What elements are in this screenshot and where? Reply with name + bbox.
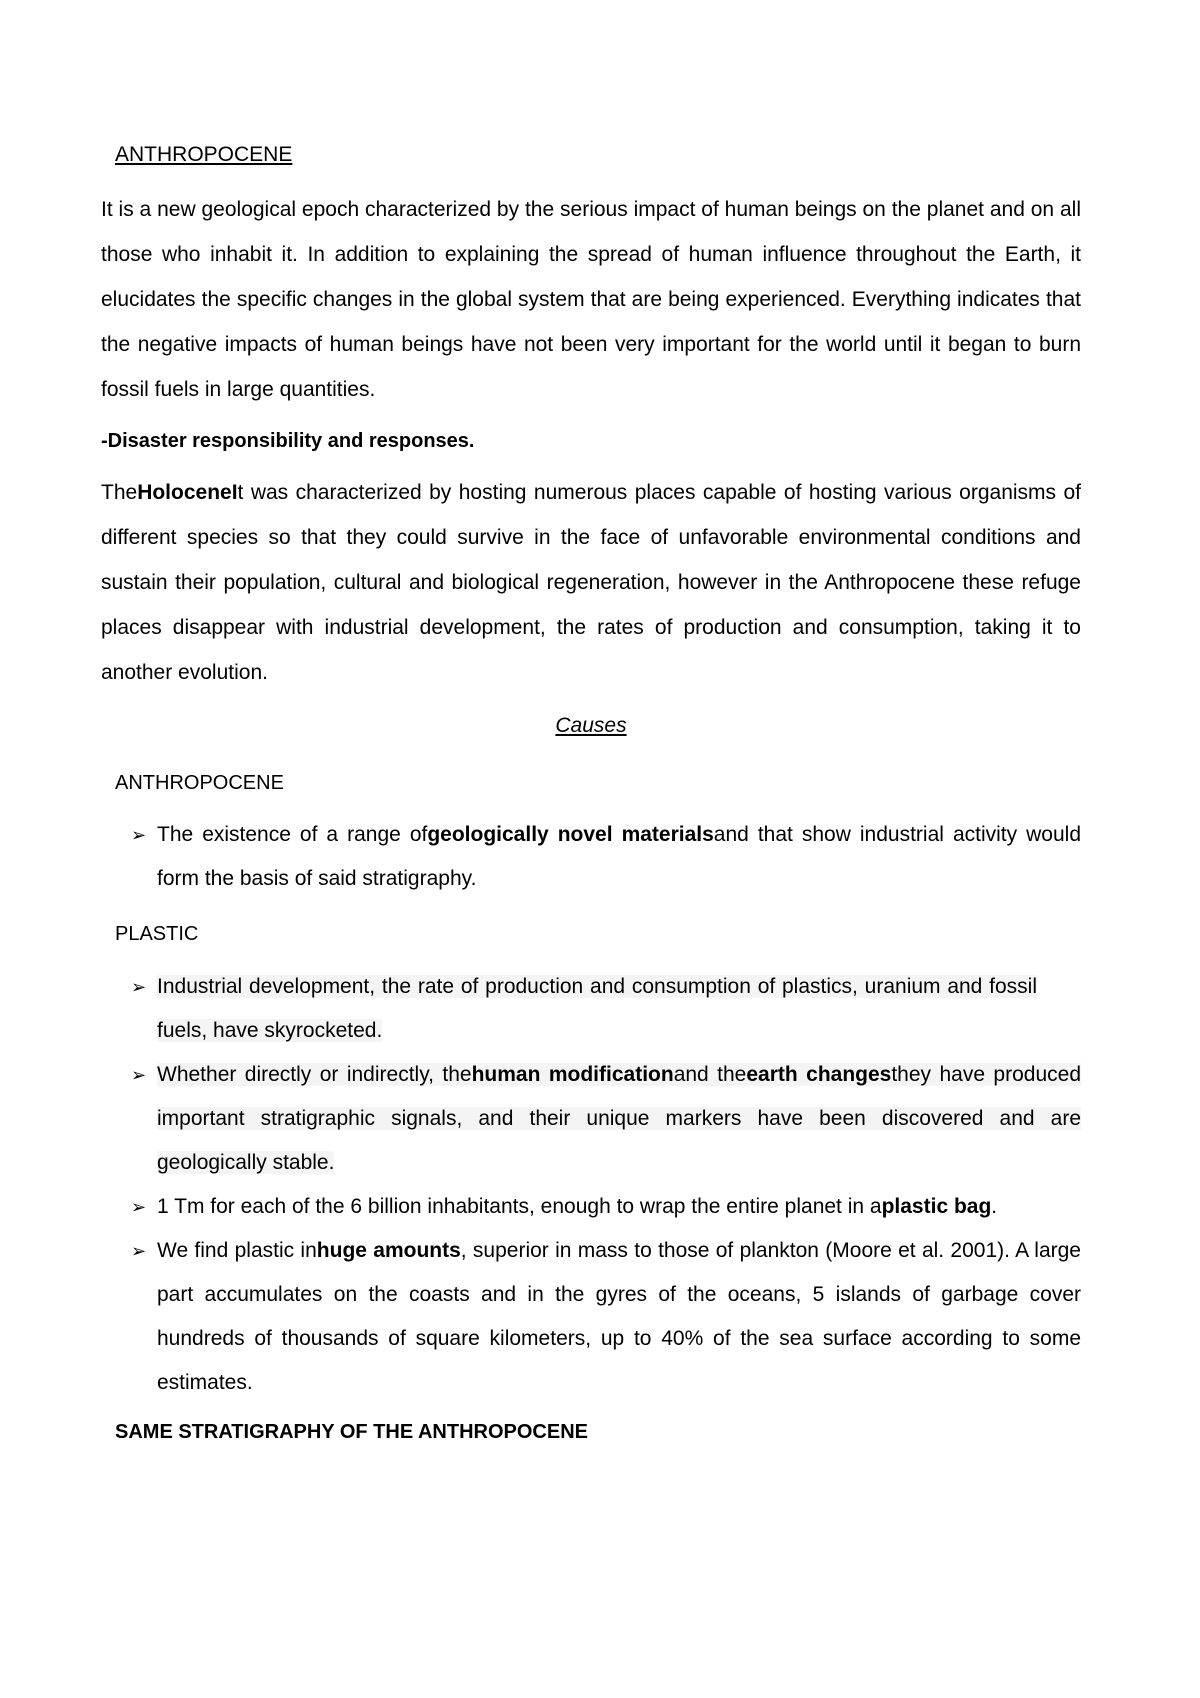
plastic-section-label: PLASTIC bbox=[115, 923, 199, 945]
list-item bbox=[131, 813, 1081, 901]
holocene-paragraph bbox=[101, 470, 1081, 695]
arrow-bullet-icon: ➢ bbox=[131, 1197, 147, 1217]
disaster-heading: -Disaster responsibility and responses. bbox=[101, 430, 475, 452]
bullet-text-a: The existence of a range of bbox=[157, 823, 428, 846]
plastic-bullet-list bbox=[101, 965, 1081, 1405]
list-item bbox=[131, 1053, 1081, 1185]
list-item bbox=[131, 965, 1081, 1053]
bullet-text-c: and the bbox=[673, 1063, 747, 1086]
bullet-text-bold-2: earth changes bbox=[746, 1063, 892, 1086]
bullet-text-bold: huge amounts bbox=[316, 1239, 461, 1262]
arrow-bullet-icon: ➢ bbox=[131, 1065, 147, 1085]
intro-paragraph: It is a new geological epoch characterized by the serious impact of human beings on the planet and on all those who inhabit it. In addition to explaining the spread of human influence throughout the Earth, it elucidates the specific changes in the global system that are being experienced. Everything indicates that the negative impacts of human beings have not been very important for the world until it began to burn fossil fuels in large quantities. bbox=[101, 198, 1081, 401]
bullet-text-a: 1 Tm for each of the 6 billion inhabitants, enough to wrap the entire planet in a bbox=[157, 1195, 882, 1218]
causes-heading: Causes bbox=[555, 714, 627, 737]
bullet-text-e: they have produced important stratigraphic signals, and their unique markers have been discovered and are geologically stable. bbox=[157, 1063, 1081, 1174]
holocene-rest: t was characterized by hosting numerous places capable of hosting various organisms of different species so that they could survive in the face of unfavorable environmental conditions and sustain their population, cultural and biological regeneration, however in the Anthropocene these refuge places disappear with industrial development, the rates of production and consumption, taking it to another evolution. bbox=[101, 481, 1081, 684]
anthropocene-section-label: ANTHROPOCENE bbox=[115, 772, 284, 794]
plastic-bullet-2-text bbox=[157, 1063, 1081, 1174]
list-item bbox=[131, 1185, 1081, 1229]
arrow-bullet-icon: ➢ bbox=[131, 977, 147, 997]
document-body bbox=[101, 140, 1081, 1447]
bullet-text-a: Whether directly or indirectly, the bbox=[157, 1063, 472, 1086]
holocene-bold: HoloceneI bbox=[137, 481, 238, 504]
bullet-text-c: . bbox=[991, 1195, 998, 1218]
final-heading: SAME STRATIGRAPHY OF THE ANTHROPOCENE bbox=[115, 1421, 588, 1443]
bullet-text-c: and that show industrial activity would form the basis of said stratigraphy. bbox=[157, 823, 1081, 890]
holocene-prefix: The bbox=[101, 481, 138, 504]
bullet-text-bold-1: human modification bbox=[471, 1063, 674, 1086]
bullet-text-c: , superior in mass to those of plankton (Moore et al. 2001). A large part accumulates on the coasts and in the gyres of the oceans, 5 islands of garbage cover hundreds of thousands of square kilometers, up to 40% of the sea surface according to some estimates. bbox=[157, 1239, 1081, 1394]
list-item bbox=[131, 1229, 1081, 1405]
bullet-text-a: We find plastic in bbox=[157, 1239, 317, 1262]
bullet-text-bold: plastic bag bbox=[881, 1195, 992, 1218]
bullet-text-bold: geologically novel materials bbox=[427, 823, 714, 846]
document-title: ANTHROPOCENE bbox=[115, 143, 293, 166]
anthropocene-bullet-list bbox=[101, 813, 1081, 901]
arrow-bullet-icon: ➢ bbox=[131, 825, 147, 845]
plastic-bullet-1-text: Industrial development, the rate of production and consumption of plastics, uranium and fossil fuels, have skyrocketed. bbox=[157, 975, 1037, 1042]
arrow-bullet-icon: ➢ bbox=[131, 1241, 147, 1261]
